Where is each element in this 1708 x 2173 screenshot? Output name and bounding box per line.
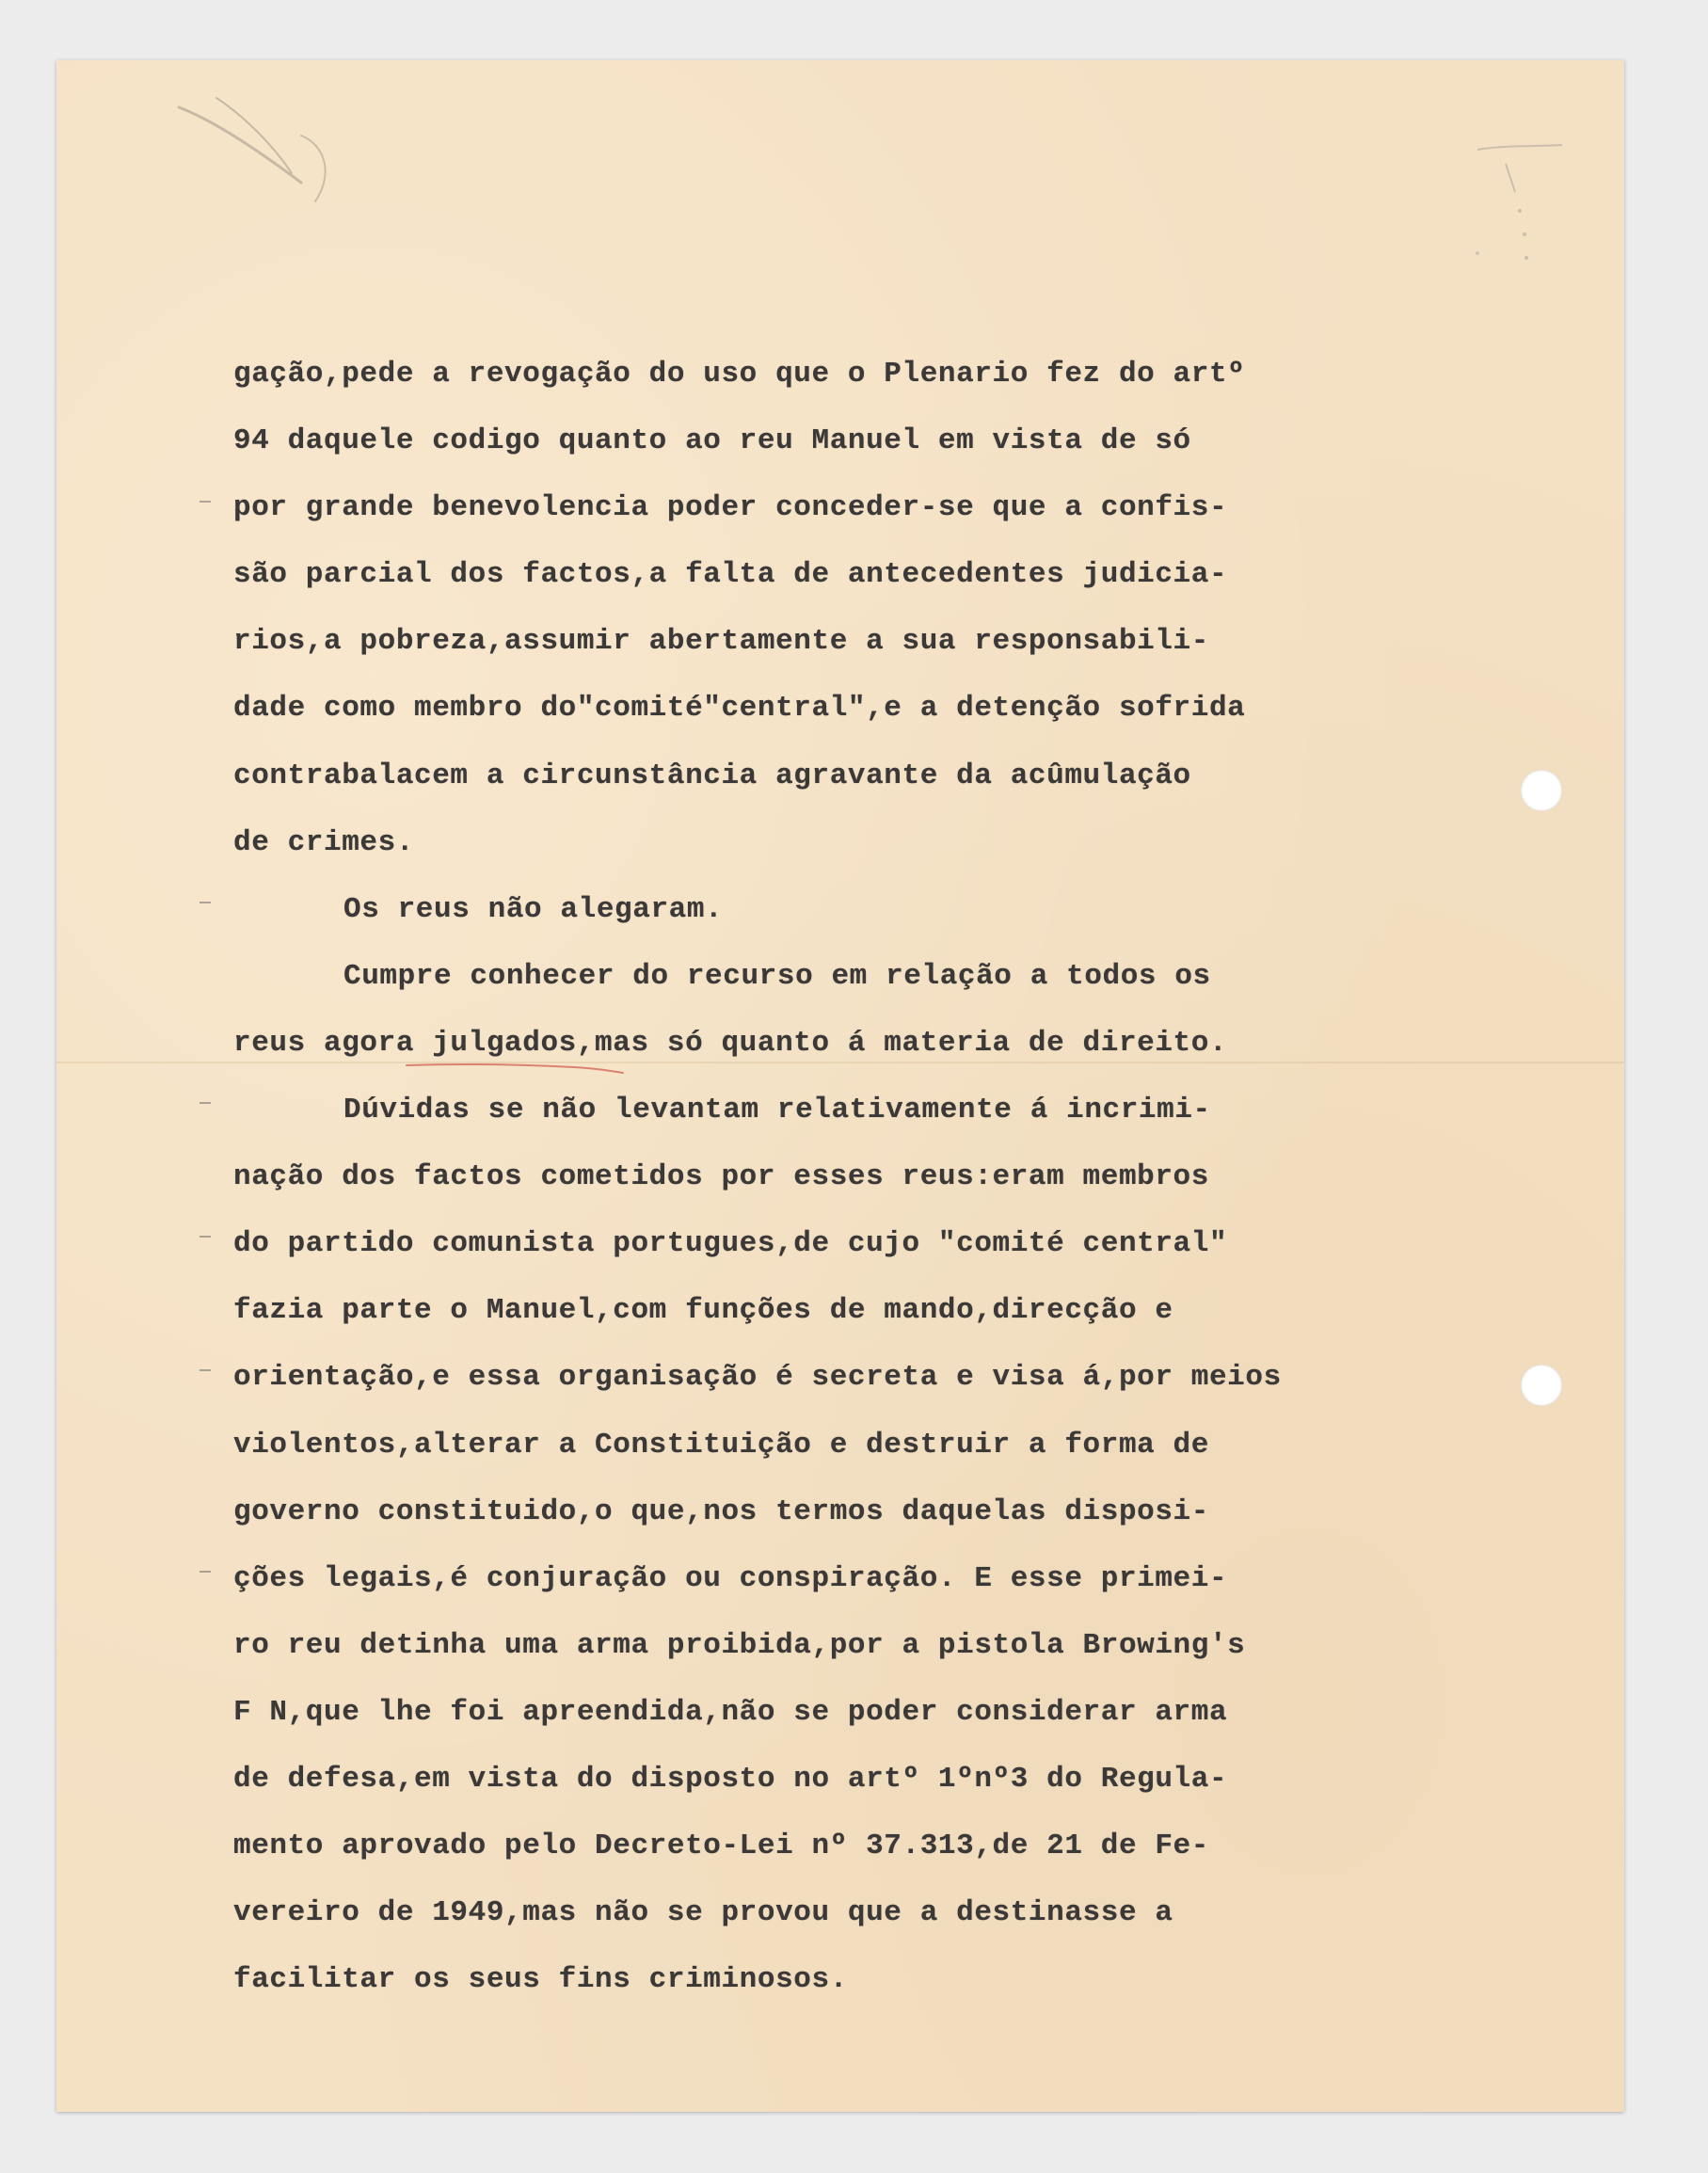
text-line: de defesa,em vista do disposto no artº 1ºnº3 do Regula- <box>233 1762 1228 1796</box>
punch-hole-bottom <box>1521 1365 1562 1406</box>
margin-tick <box>200 1571 211 1573</box>
corner-pencil-marks <box>1449 98 1590 343</box>
margin-tick <box>200 902 211 903</box>
text-line: Dúvidas se não levantam relativamente á incrimi- <box>343 1094 1211 1127</box>
text-line: ções legais,é conjuração ou conspiração. E esse primei- <box>233 1561 1228 1595</box>
margin-tick <box>200 1236 211 1238</box>
text-line: orientação,e essa organisação é secreta e visa á,por meios <box>233 1361 1282 1395</box>
text-line: facilitar os seus fins criminosos. <box>233 1963 848 1997</box>
text-line: de crimes. <box>233 825 415 859</box>
text-line: mento aprovado pelo Decreto-Lei nº 37.313,de 21 de Fe- <box>233 1829 1209 1863</box>
text-line: são parcial dos factos,a falta de antecedentes judicia- <box>233 558 1228 592</box>
text-line: fazia parte o Manuel,com funções de mando,direcção e <box>233 1294 1173 1328</box>
pencil-scribble-mark <box>160 79 367 220</box>
text-line: vereiro de 1949,mas não se provou que a destinasse a <box>233 1896 1173 1930</box>
margin-tick <box>200 1369 211 1371</box>
text-line: do partido comunista portugues,de cujo "comité central" <box>233 1227 1228 1261</box>
margin-tick <box>200 1102 211 1104</box>
text-line: 94 daquele codigo quanto ao reu Manuel em vista de só <box>233 424 1191 458</box>
text-line: por grande benevolencia poder conceder-se que a confis- <box>233 491 1228 525</box>
text-line: dade como membro do"comité"central",e a detenção sofrida <box>233 692 1246 726</box>
text-line: contrabalacem a circunstância agravante da acûmulação <box>233 759 1191 792</box>
text-line: Cumpre conhecer do recurso em relação a todos os <box>343 959 1211 993</box>
margin-tick <box>200 501 211 503</box>
text-line: violentos,alterar a Constituição e destruir a forma de <box>233 1428 1209 1462</box>
text-line: Os reus não alegaram. <box>343 892 724 926</box>
typewritten-text-body <box>233 341 1391 2013</box>
text-line: F N,que lhe foi apreendida,não se poder considerar arma <box>233 1695 1228 1729</box>
text-line: rios,a pobreza,assumir abertamente a sua responsabili- <box>233 625 1209 659</box>
text-line: nação dos factos cometidos por esses reus:eram membros <box>233 1160 1209 1194</box>
text-line: gação,pede a revogação do uso que o Plenario fez do artº <box>233 358 1246 391</box>
text-line: governo constituido,o que,nos termos daquelas disposi- <box>233 1494 1209 1528</box>
text-line: ro reu detinha uma arma proibida,por a pistola Browing's <box>233 1628 1246 1662</box>
punch-hole-top <box>1521 770 1562 811</box>
text-line: reus agora julgados,mas só quanto á materia de direito. <box>233 1026 1228 1060</box>
